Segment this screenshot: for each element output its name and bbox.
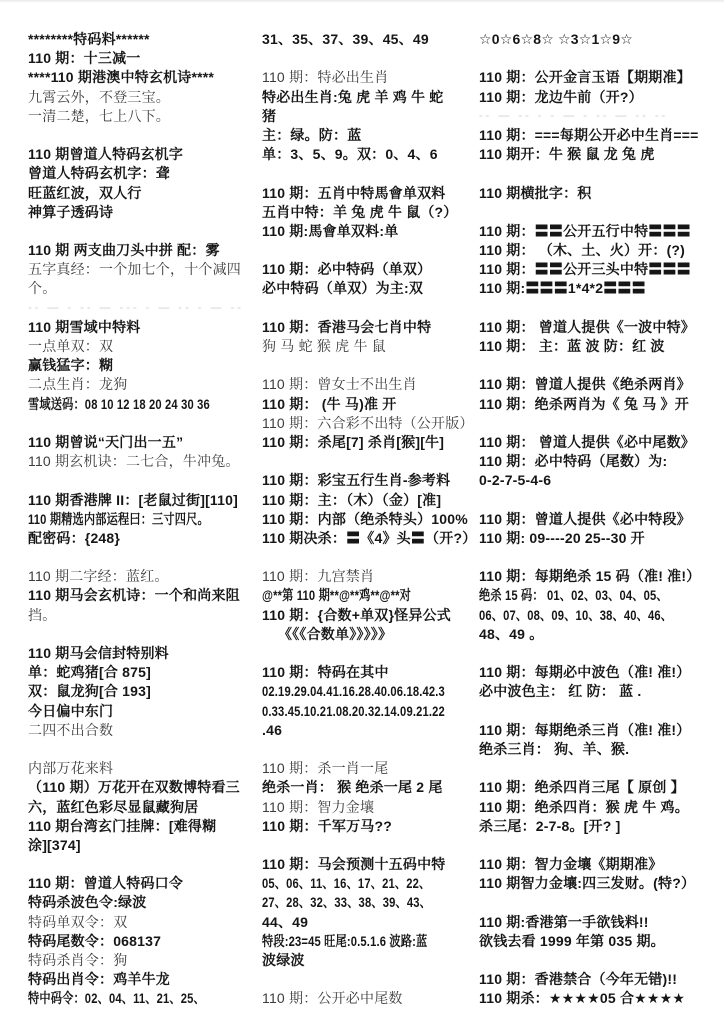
line-gap (262, 49, 479, 68)
line-gap (262, 970, 479, 989)
text-line: 110 期：曾道人提供《必中特段》 (479, 510, 691, 527)
line-gap (28, 548, 262, 567)
column-middle (262, 30, 479, 1009)
text-line: 二点生肖：龙狗 (28, 376, 128, 393)
text-line: 110 期： (牛 马)准 开 (262, 395, 397, 412)
line-gap (479, 414, 724, 433)
text-line: 110 期：必中特码（单双） (262, 261, 432, 278)
text-line: 双：鼠龙狗[合 193] (28, 683, 151, 700)
text-line: 特段:23=45 旺尾:0.5.1.6 波路:蓝 (262, 932, 428, 949)
text-line: 特码杀波色令:绿波 (28, 894, 147, 911)
text-line: 110 期：智力金壤 (262, 798, 375, 815)
text-line: 27、28、32、33、38、39、43、 (262, 894, 431, 911)
text-line: 110 期：曾道人特码口令 (28, 875, 184, 892)
text-line: 猪 (262, 107, 277, 124)
line-gap (262, 299, 479, 318)
text-line: 旺蓝红波，双人行 (28, 184, 142, 201)
text-line: 110 期：杀一肖一尾 (262, 760, 389, 777)
text-line: 110 期：内部（绝杀特头）100% (262, 510, 468, 527)
text-line: 110 期： 主：蓝 波 防：红 波 (479, 338, 665, 354)
text-line: 110 期：千军万马?? (262, 817, 392, 834)
text-line: 110 期：每期绝杀三肖（准! 准!） (479, 721, 691, 738)
text-line: 110 期：{合数+单双}怪异公式 (262, 606, 451, 623)
line-gap (262, 836, 479, 855)
text-line: 配密码：{248} (28, 529, 121, 546)
text-line: 110 期：特必出生肖 (262, 69, 389, 86)
text-line: 涂][374] (28, 836, 81, 853)
text-line: 110 期：〓〓公开三头中特〓〓〓 (479, 261, 691, 278)
text-line: ********特码料****** (28, 31, 150, 47)
text-line: 一清二楚，七上八下。 (28, 107, 170, 124)
text-line: 110 期：龙边牛前（开?） (479, 88, 643, 105)
line-gap (479, 951, 724, 970)
text-line: 110 期曾说“天门出一五” (28, 433, 184, 450)
text-line: 必中波色主： 红 防： 蓝 . (479, 683, 642, 700)
line-gap (28, 625, 262, 644)
text-line: 110 期玄机诀：二七合，牛冲兔。 (28, 453, 240, 470)
line-gap (28, 414, 262, 433)
text-line: 个。 (28, 280, 57, 297)
text-line: 110 期： 曾道人提供《一波中特》 (479, 318, 695, 335)
column-right (479, 30, 724, 1009)
text-line: 110 期：绝杀四肖三尾【 原创 】 (479, 779, 685, 796)
text-line: 110 期：马会预测十五码中特 (262, 856, 446, 873)
text-line: 特码尾数令：068137 (28, 932, 162, 949)
text-line: 特中码令：02、04、11、21、25、 (28, 990, 205, 1007)
line-gap (262, 740, 479, 759)
text-line: 单：3、5、9。双：0、4、6 (262, 146, 438, 163)
text-line: 神算子透码诗 (28, 203, 114, 220)
text-line: 110 期曾道人特码玄机字 (28, 146, 184, 163)
text-line: 110 期：公开必中尾数 (262, 990, 403, 1007)
text-line: 110 期:〓〓〓1*4*2〓〓〓 (479, 280, 646, 297)
text-line: 110 期：五肖中特馬會单双料 (262, 184, 446, 201)
text-line: 六，蓝红色彩尽显鼠藏狗居 (28, 798, 199, 815)
text-line: 110 期：〓〓公开五行中特〓〓〓 (479, 222, 691, 239)
text-line: 110 期：每期必中波色（准! 准!） (479, 664, 691, 681)
text-line: 必中特码（单双）为主:双 (262, 280, 424, 297)
text-line: 0.33.45.10.21.08.20.32.14.09.21.22 (262, 702, 445, 719)
text-line: ****110 期港澳中特玄机诗**** (28, 69, 215, 86)
text-line: 绝杀 15 码： 01、02、03、04、05、 (479, 587, 668, 604)
text-line: 110 期二字经：蓝红。 (28, 568, 169, 585)
text-line: ☆0☆6☆8☆ ☆3☆1☆9☆ (479, 31, 634, 47)
text-line: 110 期：九宫禁肖 (262, 568, 375, 585)
text-line: 110 期：公开金言玉语【期期准】 (479, 69, 691, 86)
text-line: 110 期：曾道人提供《绝杀两肖》 (479, 376, 691, 393)
line-gap (479, 203, 724, 222)
text-line: 110 期雪域中特料 (28, 318, 141, 335)
column-left (28, 30, 262, 1009)
line-gap (479, 548, 724, 567)
text-line: @**第 110 期**@**鸡**@**对 (262, 587, 411, 604)
text-line: 今日偏中东门 (28, 702, 114, 719)
line-gap (479, 491, 724, 510)
text-line: 110 期精选内部运程曰：三寸四尺。 (28, 510, 209, 527)
text-line: 110 期马会玄机诗：一个和尚来阻 (28, 587, 240, 604)
text-line: 杀三尾：2-7-8。[开? ] (479, 817, 621, 834)
line-gap (262, 548, 479, 567)
text-line: 五肖中特：羊 兔 虎 牛 鼠（?） (262, 203, 458, 220)
text-line: 110 期：彩宝五行生肖-参考料 (262, 472, 451, 489)
text-line: 挡。 (28, 606, 57, 623)
text-line: 内部万花来料 (28, 760, 114, 777)
text-line: 02.19.29.04.41.16.28.40.06.18.42.3 (262, 683, 445, 700)
text-line: 110 期：===每期公开必中生肖=== (479, 126, 699, 143)
text-line: .46 (262, 721, 283, 738)
text-line: 绝杀三肖： 狗、羊、猴. (479, 740, 630, 757)
text-line: 110 期：香港禁合（今年无错)!! (479, 971, 678, 988)
text-line: 110 期：十三减一 (28, 50, 141, 67)
text-line: 主：绿。防：蓝 (262, 126, 362, 143)
text-line: 110 期开：牛 猴 鼠 龙 兔 虎 (479, 146, 655, 163)
line-gap (262, 241, 479, 260)
text-line: 赢钱猛字：糊 (28, 357, 114, 374)
text-line: 110 期 两支曲刀头中拼 配：雾 (28, 242, 220, 259)
text-line: 波绿波 (262, 952, 305, 968)
line-gap (479, 644, 724, 663)
text-line: 《《《合数单》》》》》 (278, 625, 393, 642)
text-line: 110 期：绝杀四肖：猴 虎 牛 鸡。 (479, 798, 689, 815)
text-line: （110 期）万花开在双数博特看三 (28, 779, 240, 796)
text-line: 06、07、08、09、10、38、40、46、 (479, 606, 673, 623)
smudged-line: -- — - -- — --- - — -- - — -- (28, 301, 244, 314)
line-gap (479, 299, 724, 318)
line-gap (28, 471, 262, 490)
text-line: 110 期：特码在其中 (262, 664, 389, 681)
line-gap (479, 759, 724, 778)
text-line: 特码出肖令：鸡羊牛龙 (28, 971, 170, 988)
text-line: 44、49 (262, 913, 309, 930)
line-gap (28, 855, 262, 874)
line-gap (262, 356, 479, 375)
text-line: 110 期：必中特码（尾数）为: (479, 453, 668, 470)
text-line: 110 期:馬會单双料:单 (262, 222, 399, 239)
smudged-line: -- — -- - - — - -- — -- -- (479, 109, 669, 122)
line-gap (479, 893, 724, 912)
text-line: 110 期：智力金壤《期期准》 (479, 856, 663, 873)
text-line: 二四不出合数 (28, 721, 114, 738)
text-line: 110 期：曾女士不出生肖 (262, 376, 417, 393)
text-line: 110 期横批字：积 (479, 184, 592, 201)
text-line: 狗 马 蛇 猴 虎 牛 鼠 (262, 338, 386, 354)
text-line: 特必出生肖:兔 虎 羊 鸡 牛 蛇 (262, 88, 444, 105)
line-gap (479, 356, 724, 375)
text-line: 特码单双令：双 (28, 913, 128, 930)
text-line: 0-2-7-5-4-6 (479, 472, 552, 489)
text-line: 110 期：六合彩不出特（公开版） (262, 414, 474, 431)
text-line: 110 期：香港马会七肖中特 (262, 318, 432, 335)
text-line: 一点单双：双 (28, 338, 114, 354)
line-gap (479, 702, 724, 721)
line-gap (262, 164, 479, 183)
text-line: 48、49 。 (479, 625, 544, 642)
text-line: 110 期：杀尾[7] 杀肖[猴][牛] (262, 433, 445, 450)
text-line: 110 期： （木、土、火）开：(?) (479, 242, 686, 259)
text-line: 110 期：每期绝杀 15 码（准! 准!） (479, 568, 701, 585)
line-gap (28, 740, 262, 759)
text-line: 绝杀一肖： 猴 绝杀一尾 2 尾 (262, 779, 443, 796)
text-line: 单：蛇鸡猪[合 875] (28, 664, 151, 681)
line-gap (262, 644, 479, 663)
text-line: 曾道人特码玄机字：聋 (28, 165, 170, 182)
text-line: 110 期智力金壤:四三发财。(特?） (479, 875, 696, 892)
line-gap (28, 126, 262, 145)
text-line: 110 期决杀：〓《4》头〓（开?） (262, 529, 477, 546)
text-line: 欲钱去看 1999 年第 035 期。 (479, 932, 665, 949)
line-gap (479, 836, 724, 855)
text-line: 110 期:香港第一手欲钱料!! (479, 913, 649, 930)
text-line: 110 期香港牌 II：[老鼠过街][110] (28, 491, 238, 508)
text-line: 110 期：绝杀两肖为《 兔 马 》开 (479, 395, 689, 412)
text-line: 05、06、11、16、17、21、22、 (262, 875, 431, 892)
text-line: 110 期： 曾道人提供《必中尾数》 (479, 433, 695, 450)
text-line: 九霄云外，不登三宝。 (28, 88, 170, 105)
line-gap (262, 452, 479, 471)
line-gap (28, 222, 262, 241)
text-line: 31、35、37、39、45、49 (262, 31, 429, 47)
text-line: 五字真经：一个加七个，十个减四 (28, 261, 241, 278)
text-line: 110 期：主：（木）（金）[准] (262, 491, 442, 508)
text-line: 110 期: 09----20 25--30 开 (479, 529, 645, 546)
text-line: 雪域送码：08 10 12 18 20 24 30 36 (28, 395, 210, 412)
line-gap (479, 49, 724, 68)
line-gap (479, 164, 724, 183)
text-line: 110 期台湾玄门挂牌：[难得糊 (28, 817, 217, 834)
text-line: 110 期马会信封特别料 (28, 645, 169, 661)
text-line: 110 期杀：★★★★05 合★★★★ (479, 990, 686, 1007)
text-line: 特码杀肖令：狗 (28, 952, 128, 968)
